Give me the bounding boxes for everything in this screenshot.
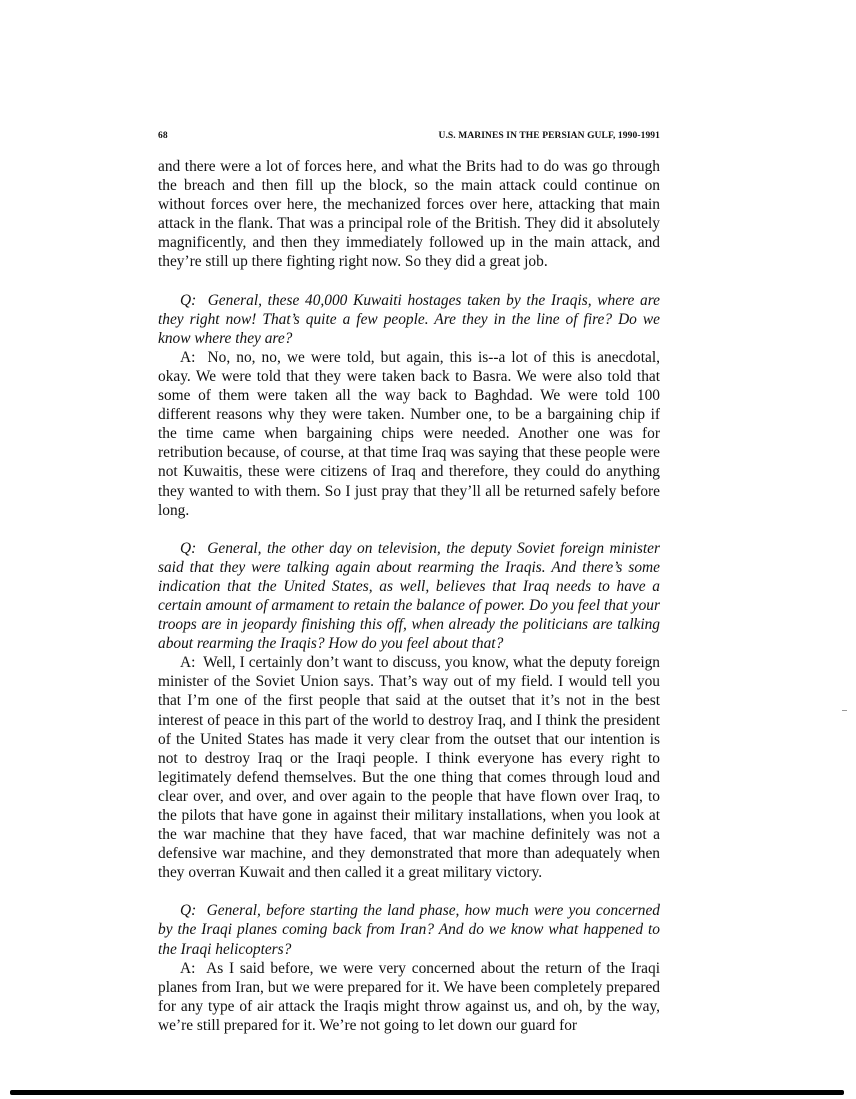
question-paragraph — [158, 291, 660, 348]
question-paragraph — [158, 901, 660, 958]
answer-text: As I said before, we were very concerned about the return of the Iraqi planes from Iran, but we were prepared for it. We have been completely prepared for any type of air attack the Iraqis might throw against us, and oh, by the way, we’re still prepared for it. We’re not going to let down our guard for — [158, 959, 660, 1034]
question-text: General, these 40,000 Kuwaiti hostages taken by the Iraqis, where are they right now! That’s quite a few people. Are they in the line of fire? Do we know where they are? — [158, 291, 660, 347]
paragraph-gap — [158, 882, 660, 901]
footer-rule — [10, 1090, 844, 1095]
page-number: 68 — [158, 131, 168, 141]
answer-label: A: — [180, 348, 196, 366]
answer-paragraph — [158, 959, 660, 1035]
answer-text: No, no, no, we were told, but again, this is--a lot of this is anecdotal, okay. We were told that they were taken back to Basra. We were also told that some of them were taken all the way back to Baghdad. We were told 100 different reasons why they were taken. Number one, to be a bargaining chip if the time came when bargaining chips were needed. Another one was for retribution because, of course, at that time Iraq was saying that these people were not Kuwaitis, these were citizens of Iraq and therefore, they could do anything they wanted to with them. So I just pray that they’ll all be returned safely before long. — [158, 348, 660, 519]
question-label: Q: — [180, 291, 197, 309]
scan-speck — [842, 710, 847, 711]
paragraph-gap — [158, 520, 660, 539]
answer-label: A: — [180, 959, 196, 977]
running-title: U.S. MARINES IN THE PERSIAN GULF, 1990-1991 — [438, 131, 660, 141]
question-label: Q: — [180, 902, 197, 920]
paragraph-gap — [158, 272, 660, 291]
question-text: General, before starting the land phase, how much were you concerned by the Iraqi planes coming back from Iran? And do we know what happened to the Iraqi helicopters? — [158, 902, 660, 958]
question-paragraph — [158, 539, 660, 654]
continuation-paragraph: and there were a lot of forces here, and what the Brits had to do was go through the breach and then fill up the block, so the main attack could continue on without forces over here, the mechanized forces over here, attacking that main attack in the flank. That was a principal role of the British. They did it absolutely magnificently, and then they immediately followed up in the main attack, and they’re still up there fighting right now. So they did a great job. — [158, 158, 660, 271]
question-label: Q: — [180, 539, 197, 557]
running-header — [158, 131, 660, 145]
question-text: General, the other day on television, the deputy Soviet foreign minister said that they were talking again about rearming the Iraqis. And there’s some indication that the United States, as well, believes that Iraq needs to have a certain amount of armament to retain the balance of power. Do you feel that your troops are in jeopardy finishing this off, when already the politicians are talking about rearming the Iraqis? How do you feel about that? — [158, 539, 660, 653]
answer-text: Well, I certainly don’t want to discuss, you know, what the deputy foreign minister of the Soviet Union says. That’s way out of my field. I would tell you that I’m one of the first people that said at the outset that it’s not in the best interest of peace in this part of the world to destroy Iraq, and I think the president of the United States has made it very clear from the outset that our intention is not to destroy Iraq or the Iraqi people. I think everyone has every right to legitimately defend themselves. But the one thing that comes through loud and clear over, and over, and over again to the people that have flown over Iraq, to the pilots that have gone in against their military installations, when you look at the war machine that they have faced, that war machine definitely was not a defensive war machine, and they demonstrated that more than adequately when they overran Kuwait and then called it a great military victory. — [158, 654, 660, 882]
answer-label: A: — [180, 654, 196, 672]
answer-paragraph — [158, 653, 660, 882]
answer-paragraph — [158, 348, 660, 520]
page-body — [158, 157, 660, 1035]
